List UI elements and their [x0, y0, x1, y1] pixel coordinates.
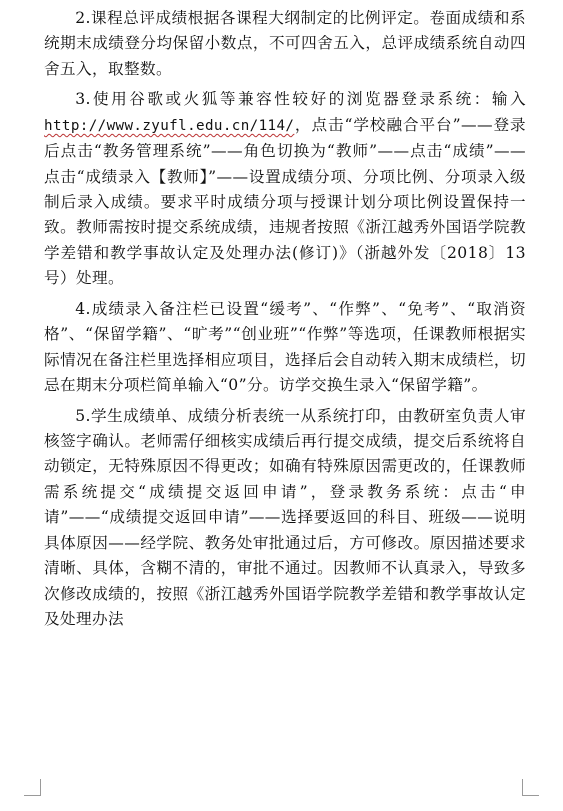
- paragraph-text: 3.使用谷歌或火狐等兼容性较好的浏览器登录系统：输入: [75, 90, 526, 109]
- url-link[interactable]: http://www.zyufl.edu.cn/114/: [44, 117, 295, 134]
- paragraph-item-5: [44, 404, 526, 633]
- paragraph-text: ，点击“学校融合平台”——登录后点击“教务管理系统”——角色切换为“教师”——点击“成绩”——点击“成绩录入【教师】”——设置成绩分项、分项比例、分项录入级制后录入成绩。要求平时成绩分项与授课计划分项比例设置保持一致。教师需按时提交系统成绩，违规者按照《浙江越秀外国语学院教学差错和教学事故认定及处理办法(修订)》（浙越外发〔2018〕13 号）处理。: [44, 115, 526, 288]
- paragraph-item-2: [44, 6, 526, 82]
- paragraph-item-3: [44, 87, 526, 291]
- crop-mark-bottom-left: [24, 779, 41, 796]
- paragraph-item-4: [44, 297, 526, 399]
- paragraph-text: 4.成绩录入备注栏已设置“缓考”、“作弊”、“免考”、“取消资格”、“保留学籍”、“旷考”“创业班”“作弊”等选项，任课教师根据实际情况在备注栏里选择相应项目，选择后会自动转入期末成绩栏，切忌在期末分项栏简单输入“0”分。访学交换生录入“保留学籍”。: [44, 299, 526, 395]
- paragraph-text: 5.学生成绩单、成绩分析表统一从系统打印，由教研室负责人审核签字确认。老师需仔细核实成绩后再行提交成绩，提交后系统将自动锁定，无特殊原因不得更改；如确有特殊原因需更改的，任课教师需系统提交“成绩提交返回申请”，登录教务系统：点击“申请”——“成绩提交返回申请”——选择要返回的科目、班级——说明具体原因——经学院、教务处审批通过后，方可修改。原因描述要求清晰、具体，含糊不清的，审批不通过。因教师不认真录入，导致多次修改成绩的，按照《浙江越秀外国语学院教学差错和教学事故认定及处理办法: [44, 406, 526, 628]
- crop-mark-bottom-right: [522, 779, 539, 796]
- paragraph-text: 2.课程总评成绩根据各课程大纲制定的比例评定。卷面成绩和系统期末成绩登分均保留小数点，不可四舍五入，总评成绩系统自动四舍五入，取整数。: [44, 9, 526, 78]
- document-body: [44, 6, 526, 638]
